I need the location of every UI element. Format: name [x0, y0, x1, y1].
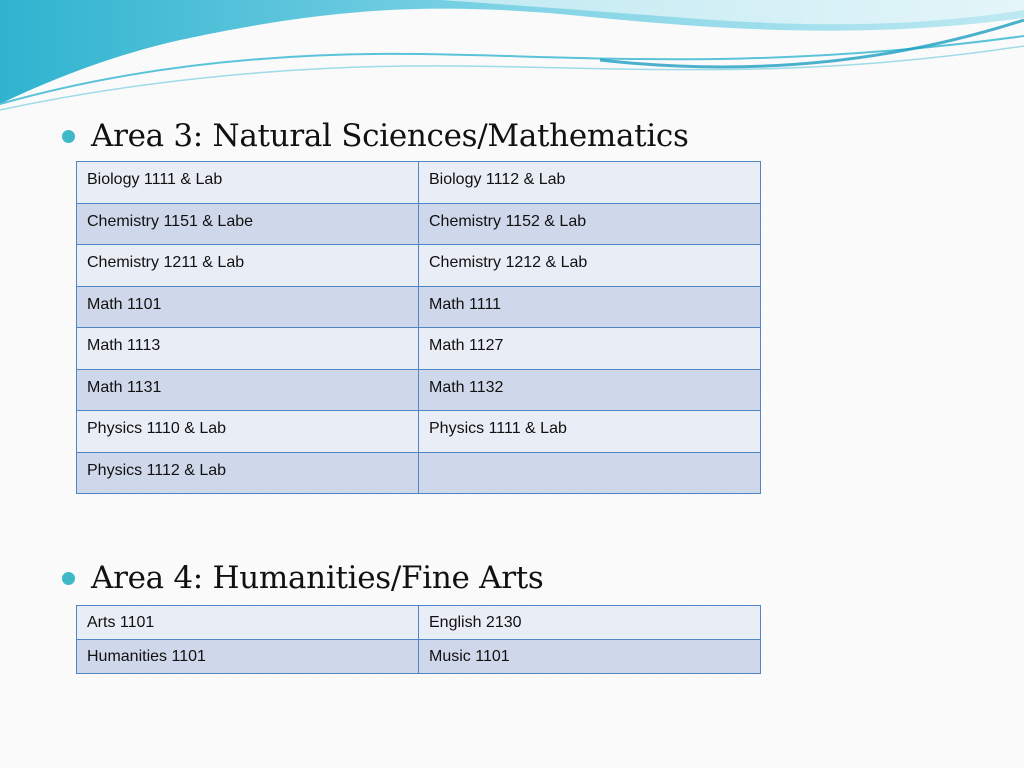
- table-row: [77, 245, 761, 287]
- table-row: [77, 162, 761, 204]
- table-cell: Math 1127: [419, 328, 761, 370]
- table-cell: Chemistry 1151 & Labe: [77, 203, 419, 245]
- bullet-icon: [62, 572, 75, 585]
- table-cell: Music 1101: [419, 640, 761, 674]
- table-cell: Humanities 1101: [77, 640, 419, 674]
- table-cell: Physics 1110 & Lab: [77, 411, 419, 453]
- section-heading-area-3: [62, 118, 689, 154]
- table-cell: Math 1131: [77, 369, 419, 411]
- table-cell: Physics 1112 & Lab: [77, 452, 419, 494]
- header-wave-decoration: [0, 0, 1024, 120]
- table-cell: Physics 1111 & Lab: [419, 411, 761, 453]
- table-row: [77, 452, 761, 494]
- table-cell: Biology 1112 & Lab: [419, 162, 761, 204]
- table-cell: Math 1113: [77, 328, 419, 370]
- table-cell: Chemistry 1212 & Lab: [419, 245, 761, 287]
- section-heading-area-4: [62, 560, 544, 596]
- table-row: [77, 328, 761, 370]
- section-title: Area 4: Humanities/Fine Arts: [91, 560, 544, 596]
- table-cell: Math 1132: [419, 369, 761, 411]
- table-row: [77, 369, 761, 411]
- table-row: [77, 606, 761, 640]
- table-cell: [419, 452, 761, 494]
- course-table-area-4: [76, 605, 761, 674]
- table-row: [77, 411, 761, 453]
- table-row: [77, 640, 761, 674]
- course-table-area-3: [76, 161, 761, 494]
- bullet-icon: [62, 130, 75, 143]
- table-cell: English 2130: [419, 606, 761, 640]
- table-cell: Biology 1111 & Lab: [77, 162, 419, 204]
- table-cell: Chemistry 1152 & Lab: [419, 203, 761, 245]
- section-title: Area 3: Natural Sciences/Mathematics: [91, 118, 689, 154]
- table-row: [77, 203, 761, 245]
- table-cell: Arts 1101: [77, 606, 419, 640]
- table-cell: Math 1111: [419, 286, 761, 328]
- table-cell: Math 1101: [77, 286, 419, 328]
- table-row: [77, 286, 761, 328]
- table-cell: Chemistry 1211 & Lab: [77, 245, 419, 287]
